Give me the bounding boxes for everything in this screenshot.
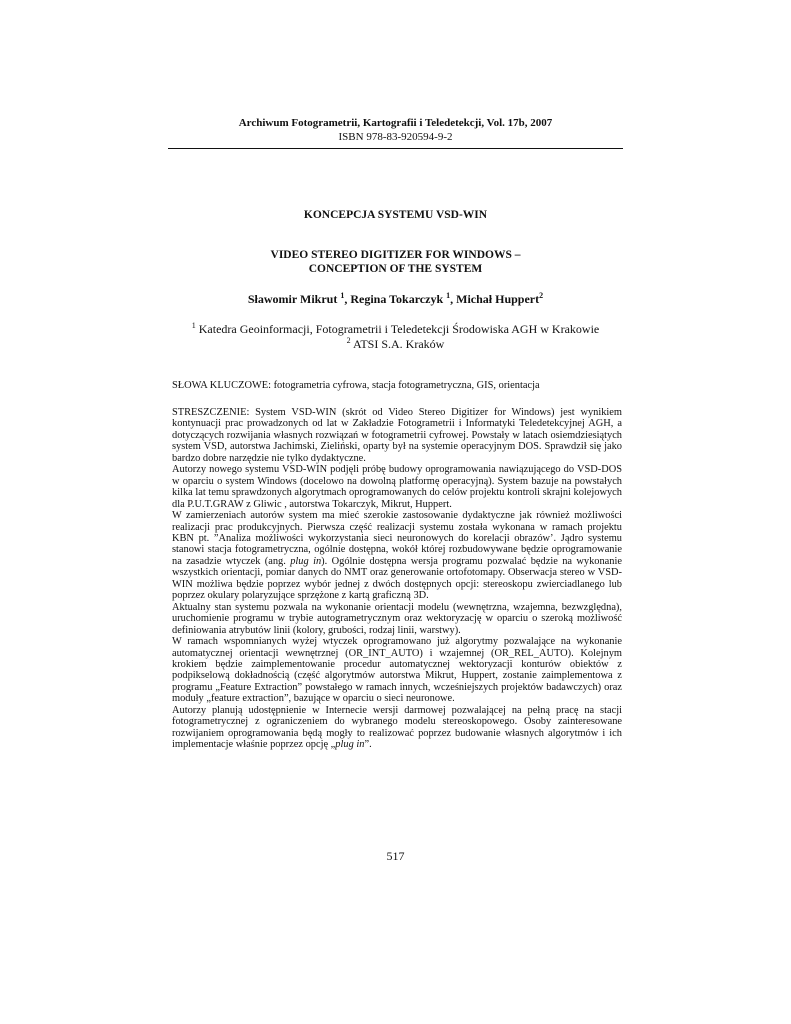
affiliation-2 bbox=[168, 337, 623, 352]
abstract-paragraph: STRESZCZENIE: System VSD-WIN (skrót od Video Stereo Digitizer for Windows) jest wynikiem kontynuacji prac prowadzonych od lat w Zakładzie Fotogrametrii i Informatyki Teledetekcyjnej AGH, a dotyczących rozwijania własnych rozwiązań w fotogrametrii cyfrowej. Powstały w latach osiemdziesiątych system VSD, autorstwa Jachimski, Zieliński, oparty był na systemie operacyjnym DOS. Sprawdził się jako bardzo dobre narzędzie nie tylko dydaktyczne. bbox=[172, 407, 622, 464]
title-english-line-1: VIDEO STEREO DIGITIZER FOR WINDOWS – bbox=[270, 249, 521, 261]
affiliation-2-mark: 2 bbox=[346, 335, 351, 345]
authors bbox=[168, 292, 623, 307]
affiliation-2-text: ATSI S.A. Kraków bbox=[350, 336, 445, 351]
author-1: Sławomir Mikrut bbox=[247, 292, 341, 306]
affiliation-1-mark: 1 bbox=[191, 321, 196, 330]
affiliations bbox=[168, 322, 623, 351]
page-number: 517 bbox=[386, 849, 405, 863]
abstract-italic-term: plug in bbox=[335, 739, 365, 751]
abstract-italic-term: plug in bbox=[290, 555, 322, 567]
abstract-paragraph: Autorzy nowego systemu VSD-WIN podjęli próbę budowy oprogramowania nawiązującego do VSD-DOS w oparciu o system Windows (docelowo na dowolną platformę operacyjną). System bazuje na powstałych kilka lat temu sprawdzonych algorytmach oprogramowanych do celów projektu kontroli skrajni kolejowych dla P.U.T.GRAW z Gliwic , autorstwa Tokarczyk, Mikrut, Huppert. bbox=[172, 464, 622, 510]
abstract bbox=[172, 407, 622, 751]
journal-title: Archiwum Fotogrametrii, Kartografii i Teledetekcji, Vol. 17b, 2007 bbox=[238, 117, 553, 129]
abstract-text: W zamierzeniach autorów system ma mieć szerokie zastosowanie dydaktyczne jak również możliwości realizacji prac produkcyjnych. Pierwsza część realizacji systemu została wykonana w ramach projektu KBN pt. ”Analiza możliwości wykorzystania sieci neuronowych do korelacji obrazów’. Jądro systemu stanowi stacja fotogrametryczna, ogólnie dostępna, wokół której rozbudowywane będzie oprogramowanie na zasadzie wtyczek (ang. bbox=[172, 510, 622, 567]
author-2: , Regina Tokarczyk bbox=[344, 292, 447, 306]
header-rule bbox=[168, 148, 623, 149]
author-3: , Michał Huppert bbox=[450, 292, 540, 306]
title-polish: KONCEPCJA SYSTEMU VSD-WIN bbox=[303, 209, 488, 221]
author-3-affil-mark: 2 bbox=[539, 291, 544, 300]
abstract-paragraph bbox=[172, 510, 622, 602]
abstract-text: Autorzy planują udostępnienie w Internecie wersji darmowej pozwalającej na pełną pracę na stacji fotogrametrycznej z ograniczeniem do wybranego modelu stereoskopowego. Osoby zainteresowane rozwijaniem oprogramowania będą mogły to realizować poprzez budowanie własnych algorytmów i ich implementacje właśnie poprzez opcję „ bbox=[172, 704, 622, 751]
running-header bbox=[168, 116, 623, 144]
affiliation-1 bbox=[168, 322, 623, 337]
affiliation-1-text: Katedra Geoinformacji, Fotogrametrii i Teledetekcji Środowiska AGH w Krakowie bbox=[195, 322, 600, 336]
keywords: SŁOWA KLUCZOWE: fotogrametria cyfrowa, stacja fotogrametryczna, GIS, orientacja bbox=[172, 380, 540, 391]
title-english-line-2: CONCEPTION OF THE SYSTEM bbox=[308, 263, 483, 275]
abstract-paragraph: Aktualny stan systemu pozwala na wykonanie orientacji modelu (wewnętrzna, wzajemna, bezwzględna), uruchomienie programu w trybie autogrametrycznym oraz wektoryzację w oparciu o szeroką możliwość definiowania atrybutów linii (kolory, grubości, rodzaj linii, warstwy). bbox=[172, 601, 622, 636]
abstract-text: ”. bbox=[364, 739, 372, 751]
isbn: ISBN 978-83-920594-9-2 bbox=[338, 131, 453, 143]
abstract-paragraph bbox=[172, 705, 622, 751]
author-2-affil-mark: 1 bbox=[446, 291, 451, 300]
abstract-text: ). Ogólnie dostępna wersja programu pozwalać będzie na wykonanie wszystkich orientacji, pomiar danych do NMT oraz generowanie ortofotomapy. Obserwacja stereo w VSD-WIN możliwa będzie poprzez wybór jednej z dwóch dostępnych opcji: stereoskopu zwierciadlanego lub poprzez okulary polaryzujące sprzężone z kartą graficzną 3D. bbox=[172, 555, 622, 602]
author-1-affil-mark: 1 bbox=[340, 291, 345, 300]
title-english bbox=[168, 248, 623, 276]
abstract-paragraph: W ramach wspomnianych wyżej wtyczek oprogramowano już algorytmy pozwalające na wykonanie automatycznej orientacji wewnętrznej (OR_INT_AUTO) i wzajemnej (OR_REL_AUTO). Kolejnym krokiem będzie zaimplementowanie procedur automatycznej wektoryzacji konturów obiektów z podpikselową dokładnością (część algorytmów autorstwa Mikrut, Huppert, zostanie zaimplementowa z programu „Feature Extraction” powstałego w ramach innych, wcześniejszych projektów badawczych) oraz moduły „feature extraction”, bazujące w oparciu o sieci neuronowe. bbox=[172, 636, 622, 705]
